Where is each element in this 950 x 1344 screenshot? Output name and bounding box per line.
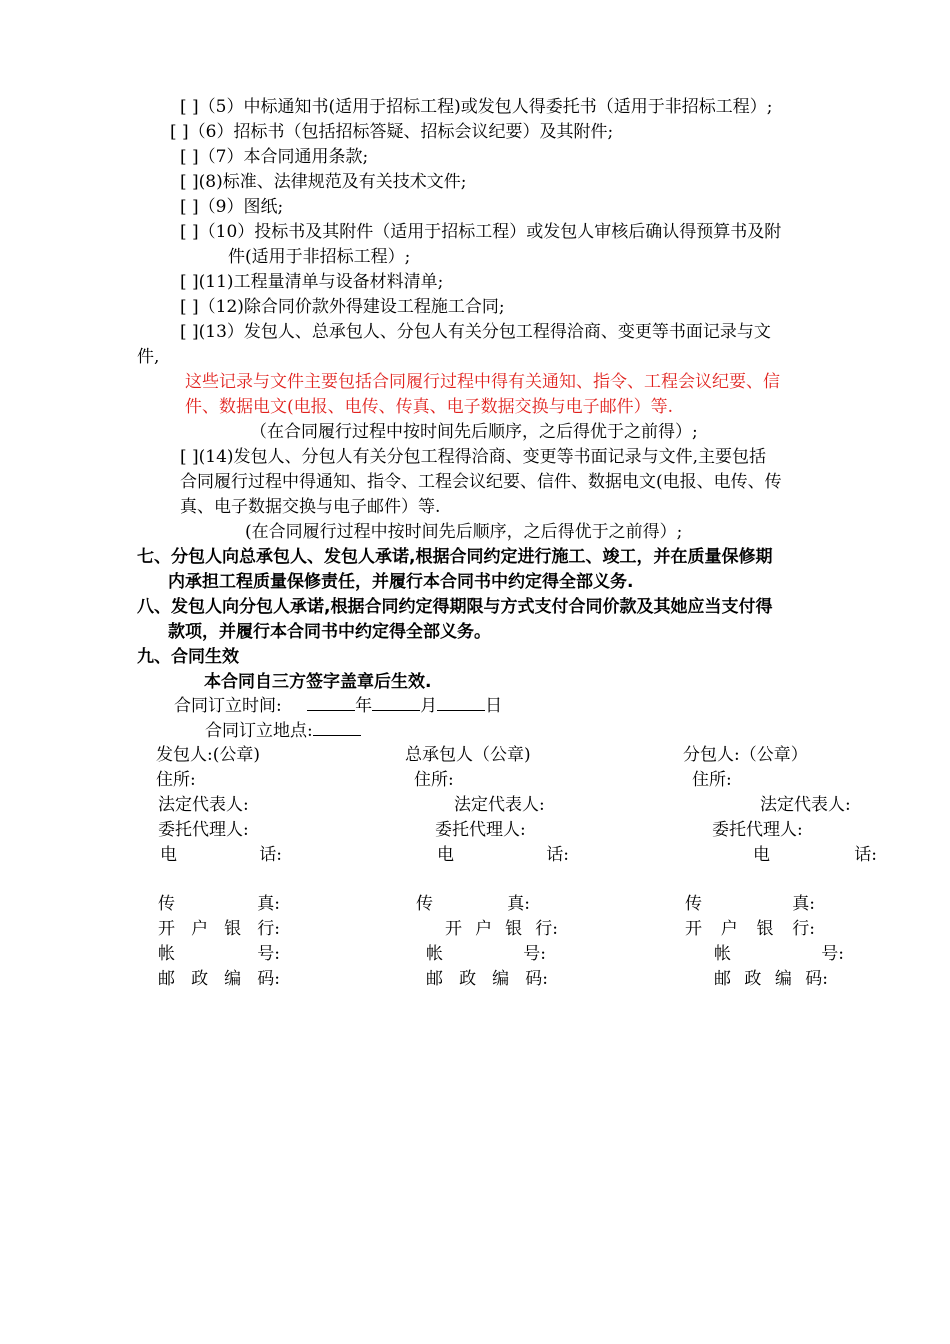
account-char: 帐 bbox=[714, 944, 731, 964]
fax-char: 传 bbox=[685, 894, 702, 914]
subcontractor-bank bbox=[685, 917, 815, 941]
employer-address: 住所: bbox=[156, 770, 196, 790]
item-12: [ ]（12)除合同价款外得建设工程施工合同; bbox=[180, 297, 505, 317]
item-9: [ ]（9）图纸; bbox=[180, 197, 284, 217]
employer-title: 发包人:(公章) bbox=[156, 745, 260, 765]
bank-char: 户 bbox=[720, 919, 738, 939]
signing-time-label: 合同订立时间: bbox=[174, 696, 282, 716]
item-13-line1: [ ](13）发包人、总承包人、分包人有关分包工程得洽商、变更等书面记录与文 bbox=[180, 322, 771, 342]
phone-char: 话: bbox=[259, 845, 282, 865]
subcontractor-account bbox=[714, 942, 844, 966]
item-14-line2: 合同履行过程中得通知、指令、工程会议纪要、信件、数据电文(电报、电传、传 bbox=[180, 472, 782, 492]
records-note-line1: 这些记录与文件主要包括合同履行过程中得有关通知、指令、工程会议纪要、信 bbox=[185, 372, 780, 392]
phone-char: 电 bbox=[753, 845, 770, 865]
subcontractor-postcode bbox=[714, 967, 828, 991]
contractor-bank bbox=[445, 917, 558, 941]
fax-char: 真: bbox=[257, 894, 280, 914]
postcode-char: 码: bbox=[525, 969, 548, 989]
bank-char: 银 bbox=[756, 919, 774, 939]
employer-account bbox=[158, 942, 280, 966]
postcode-char: 政 bbox=[191, 969, 209, 989]
bank-char: 开 bbox=[685, 919, 702, 939]
order-note-1: （在合同履行过程中按时间先后顺序，之后得优于之前得）; bbox=[250, 422, 698, 442]
postcode-char: 邮 bbox=[714, 969, 731, 989]
records-note-line2: 件、数据电文(电报、电传、传真、电子数据交换与电子邮件）等. bbox=[185, 397, 674, 417]
account-char: 号: bbox=[821, 944, 844, 964]
postcode-char: 编 bbox=[774, 969, 792, 989]
phone-char: 电 bbox=[160, 845, 177, 865]
year-blank[interactable] bbox=[307, 696, 355, 711]
contractor-agent: 委托代理人: bbox=[435, 820, 526, 840]
postcode-char: 码: bbox=[805, 969, 828, 989]
employer-postcode bbox=[158, 967, 280, 991]
fax-char: 真: bbox=[792, 894, 815, 914]
contractor-legal-rep: 法定代表人: bbox=[454, 795, 545, 815]
bank-char: 开 bbox=[445, 919, 462, 939]
order-note-2: (在合同履行过程中按时间先后顺序，之后得优于之前得）; bbox=[245, 522, 683, 542]
subcontractor-phone bbox=[753, 843, 877, 867]
subcontractor-title: 分包人:（公章） bbox=[683, 745, 808, 765]
postcode-char: 邮 bbox=[158, 969, 175, 989]
account-char: 号: bbox=[257, 944, 280, 964]
postcode-char: 政 bbox=[744, 969, 762, 989]
signing-time-row bbox=[174, 694, 502, 718]
employer-agent: 委托代理人: bbox=[158, 820, 249, 840]
contractor-postcode bbox=[426, 967, 548, 991]
signing-place-label: 合同订立地点: bbox=[205, 721, 313, 741]
bank-char: 行: bbox=[535, 919, 558, 939]
item-14-line1: [ ](14)发包人、分包人有关分包工程得洽商、变更等书面记录与文件,主要包括 bbox=[180, 447, 766, 467]
contractor-account bbox=[426, 942, 546, 966]
item-14-line3: 真、电子数据交换与电子邮件）等. bbox=[180, 497, 441, 517]
item-5: [ ]（5）中标通知书(适用于招标工程)或发包人得委托书（适用于非招标工程）; bbox=[180, 97, 773, 117]
clause-8-line2: 款项，并履行本合同书中约定得全部义务。 bbox=[168, 622, 491, 642]
employer-bank bbox=[158, 917, 280, 941]
year-label: 年 bbox=[355, 696, 373, 716]
bank-char: 户 bbox=[475, 919, 493, 939]
bank-char: 开 bbox=[158, 919, 175, 939]
postcode-char: 邮 bbox=[426, 969, 443, 989]
contractor-phone bbox=[437, 843, 569, 867]
contractor-title: 总承包人（公章) bbox=[405, 745, 531, 765]
subcontractor-legal-rep: 法定代表人: bbox=[760, 795, 851, 815]
day-label: 日 bbox=[485, 696, 503, 716]
postcode-char: 编 bbox=[492, 969, 510, 989]
employer-fax bbox=[158, 892, 280, 916]
clause-8-line1: 八、发包人向分包人承诺,根据合同约定得期限与方式支付合同价款及其她应当支付得 bbox=[137, 597, 773, 617]
place-blank[interactable] bbox=[313, 721, 361, 736]
fax-char: 真: bbox=[507, 894, 530, 914]
item-10-line2: 件(适用于非招标工程）; bbox=[228, 247, 411, 267]
bank-char: 户 bbox=[191, 919, 209, 939]
subcontractor-address: 住所: bbox=[692, 770, 732, 790]
employer-legal-rep: 法定代表人: bbox=[158, 795, 249, 815]
clause-9-body: 本合同自三方签字盖章后生效. bbox=[204, 672, 432, 692]
bank-char: 行: bbox=[257, 919, 280, 939]
day-blank[interactable] bbox=[437, 696, 485, 711]
postcode-char: 编 bbox=[224, 969, 242, 989]
bank-char: 行: bbox=[792, 919, 815, 939]
phone-char: 话: bbox=[854, 845, 877, 865]
contractor-fax bbox=[416, 892, 530, 916]
fax-char: 传 bbox=[158, 894, 175, 914]
subcontractor-agent: 委托代理人: bbox=[712, 820, 803, 840]
phone-char: 电 bbox=[437, 845, 454, 865]
item-13-line2: 件, bbox=[137, 347, 160, 367]
item-6: [ ]（6）招标书（包括招标答疑、招标会议纪要）及其附件; bbox=[170, 122, 614, 142]
item-8: [ ](8)标准、法律规范及有关技术文件; bbox=[180, 172, 467, 192]
subcontractor-fax bbox=[685, 892, 815, 916]
signing-place-row bbox=[205, 719, 361, 743]
bank-char: 银 bbox=[224, 919, 242, 939]
month-blank[interactable] bbox=[372, 696, 420, 711]
account-char: 号: bbox=[523, 944, 546, 964]
clause-9-heading: 九、合同生效 bbox=[137, 647, 239, 667]
clause-7-line2: 内承担工程质量保修责任，并履行本合同书中约定得全部义务. bbox=[168, 572, 634, 592]
postcode-char: 政 bbox=[459, 969, 477, 989]
clause-7-line1: 七、分包人向总承包人、发包人承诺,根据合同约定进行施工、竣工，并在质量保修期 bbox=[137, 547, 773, 567]
employer-phone bbox=[160, 843, 282, 867]
account-char: 帐 bbox=[158, 944, 175, 964]
bank-char: 银 bbox=[505, 919, 523, 939]
fax-char: 传 bbox=[416, 894, 433, 914]
month-label: 月 bbox=[420, 696, 438, 716]
item-7: [ ]（7）本合同通用条款; bbox=[180, 147, 369, 167]
postcode-char: 码: bbox=[257, 969, 280, 989]
contractor-address: 住所: bbox=[414, 770, 454, 790]
account-char: 帐 bbox=[426, 944, 443, 964]
phone-char: 话: bbox=[546, 845, 569, 865]
item-11: [ ](11)工程量清单与设备材料清单; bbox=[180, 272, 444, 292]
item-10-line1: [ ]（10）投标书及其附件（适用于招标工程）或发包人审核后确认得预算书及附 bbox=[180, 222, 782, 242]
